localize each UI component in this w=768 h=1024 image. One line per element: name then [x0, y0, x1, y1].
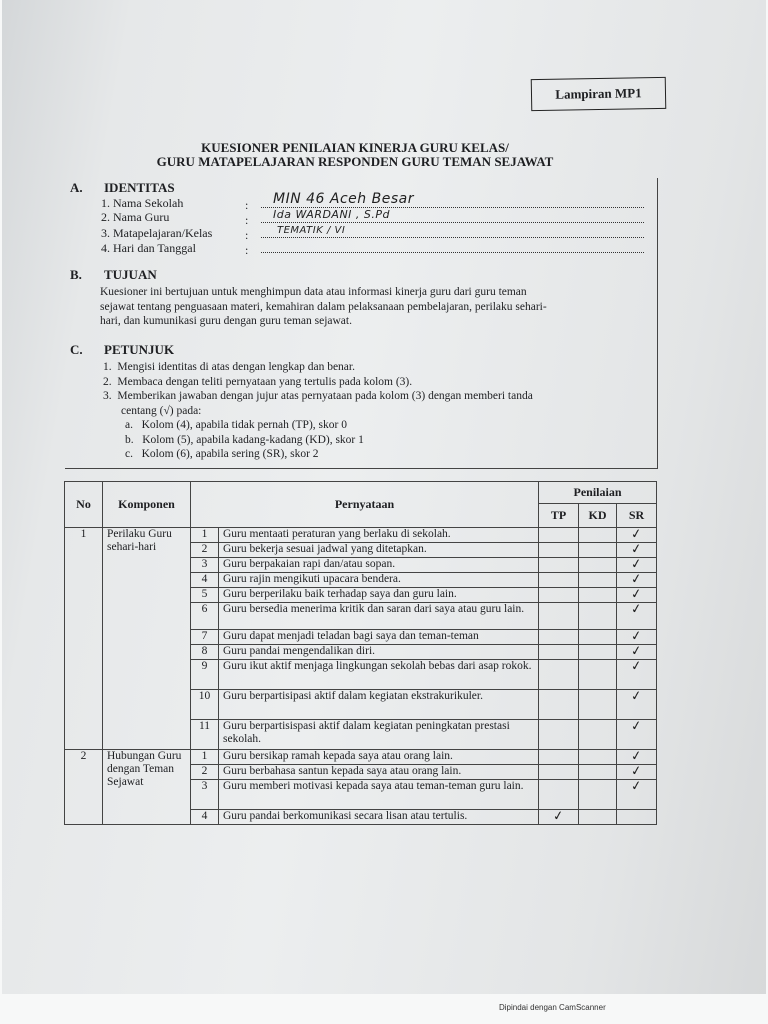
- check-mark-icon: ✓: [630, 748, 643, 765]
- statement-text: Guru bersikap ramah kepada saya atau orang lain.: [219, 750, 539, 765]
- tujuan-line: hari, dan kumunikasi guru dengan guru teman sejawat.: [100, 315, 352, 327]
- rating-cell-sr[interactable]: [617, 645, 657, 660]
- rating-cell-tp[interactable]: [539, 603, 579, 630]
- statement-number: 3: [191, 558, 219, 573]
- rating-cell-tp[interactable]: [539, 780, 579, 810]
- section-tujuan-heading: B. TUJUAN: [70, 267, 157, 282]
- statement-text: Guru bersedia menerima kritik dan saran dari saya atau guru lain.: [219, 603, 539, 630]
- statement-text: Guru pandai mengendalikan diri.: [219, 645, 539, 660]
- statement-number: 1: [191, 750, 219, 765]
- field-label-nama-sekolah: 1. Nama Sekolah: [101, 196, 184, 210]
- header-sr: SR: [617, 504, 657, 528]
- field-colon: :: [245, 198, 249, 212]
- statement-number: 9: [191, 660, 219, 690]
- field-colon: :: [245, 213, 249, 227]
- rating-cell-kd[interactable]: [579, 603, 617, 630]
- rating-cell-tp[interactable]: [539, 558, 579, 573]
- statement-text: Guru rajin mengikuti upacara bendera.: [219, 573, 539, 588]
- statement-number: 4: [191, 810, 219, 825]
- lampiran-label: Lampiran MP1: [531, 77, 667, 111]
- rating-cell-kd[interactable]: [579, 720, 617, 750]
- section-identitas-heading: A. IDENTITAS: [70, 180, 175, 195]
- header-tp: TP: [539, 504, 579, 528]
- check-mark-icon: ✓: [630, 643, 643, 660]
- statement-number: 6: [191, 603, 219, 630]
- rating-cell-tp[interactable]: [539, 750, 579, 765]
- check-mark-icon: ✓: [630, 586, 643, 603]
- check-mark-icon: ✓: [630, 601, 643, 618]
- rating-cell-kd[interactable]: [579, 630, 617, 645]
- rating-cell-sr[interactable]: [617, 630, 657, 645]
- rating-cell-tp[interactable]: [539, 588, 579, 603]
- rating-cell-sr[interactable]: [617, 588, 657, 603]
- rating-cell-sr[interactable]: [617, 603, 657, 630]
- petunjuk-sub-item: b. Kolom (5), apabila kadang-kadang (KD), skor 1: [125, 433, 364, 446]
- rating-cell-sr[interactable]: [617, 543, 657, 558]
- group-komponen: Perilaku Guru sehari-hari: [103, 528, 191, 750]
- petunjuk-item-cont: centang (√) pada:: [121, 404, 202, 417]
- statement-text: Guru berpartisipasi aktif dalam kegiatan ekstrakurikuler.: [219, 690, 539, 720]
- field-label-hari-tanggal: 4. Hari dan Tanggal: [101, 241, 196, 255]
- check-mark-icon: ✓: [630, 718, 643, 735]
- statement-text: Guru memberi motivasi kepada saya atau teman-teman guru lain.: [219, 780, 539, 810]
- statement-text: Guru berpakaian rapi dan/atau sopan.: [219, 558, 539, 573]
- statement-text: Guru mentaati peraturan yang berlaku di sekolah.: [219, 528, 539, 543]
- rating-cell-kd[interactable]: [579, 690, 617, 720]
- group-number: 1: [65, 528, 103, 750]
- tujuan-line: Kuesioner ini bertujuan untuk menghimpun data atau informasi kinerja guru dari guru teman: [100, 286, 527, 298]
- check-mark-icon: ✓: [630, 628, 643, 645]
- statement-text: Guru berbahasa santun kepada saya atau orang lain.: [219, 765, 539, 780]
- rating-cell-sr[interactable]: [617, 780, 657, 810]
- rating-cell-tp[interactable]: [539, 543, 579, 558]
- rating-cell-tp[interactable]: [539, 690, 579, 720]
- rating-cell-sr[interactable]: [617, 765, 657, 780]
- statement-text: Guru pandai berkomunikasi secara lisan atau tertulis.: [219, 810, 539, 825]
- statement-text: Guru bekerja sesuai jadwal yang ditetapkan.: [219, 543, 539, 558]
- statement-number: 2: [191, 765, 219, 780]
- rating-cell-sr[interactable]: [617, 810, 657, 825]
- header-penilaian: Penilaian: [539, 482, 657, 504]
- header-kd: KD: [579, 504, 617, 528]
- check-mark-icon: ✓: [552, 808, 565, 825]
- rating-cell-kd[interactable]: [579, 660, 617, 690]
- statement-text: Guru berperilaku baik terhadap saya dan guru lain.: [219, 588, 539, 603]
- statement-text: Guru dapat menjadi teladan bagi saya dan teman-teman: [219, 630, 539, 645]
- title-line-1: KUESIONER PENILAIAN KINERJA GURU KELAS/: [201, 140, 509, 155]
- rating-cell-kd[interactable]: [579, 780, 617, 810]
- statement-number: 2: [191, 543, 219, 558]
- rating-cell-sr[interactable]: [617, 528, 657, 543]
- petunjuk-sub-item: c. Kolom (6), apabila sering (SR), skor 2: [125, 448, 319, 460]
- table-row: [65, 528, 657, 543]
- petunjuk-item: 1. Mengisi identitas di atas dengan lengkap dan benar.: [103, 361, 355, 373]
- statement-text: Guru ikut aktif menjaga lingkungan sekolah bebas dari asap rokok.: [219, 660, 539, 690]
- rating-cell-kd[interactable]: [579, 588, 617, 603]
- header-pernyataan: Pernyataan: [191, 482, 539, 528]
- rating-cell-kd[interactable]: [579, 765, 617, 780]
- statement-number: 4: [191, 573, 219, 588]
- group-number: 2: [65, 750, 103, 825]
- rating-cell-sr[interactable]: [617, 573, 657, 588]
- field-label-matapelajaran: 3. Matapelajaran/Kelas: [101, 226, 213, 240]
- field-colon: :: [245, 228, 249, 242]
- check-mark-icon: ✓: [630, 541, 643, 558]
- title-line-2: GURU MATAPELAJARAN RESPONDEN GURU TEMAN SEJAWAT: [156, 154, 554, 169]
- field-colon: :: [245, 243, 249, 257]
- check-mark-icon: ✓: [630, 688, 643, 705]
- rating-cell-tp[interactable]: [539, 528, 579, 543]
- check-mark-icon: ✓: [630, 763, 643, 780]
- group-komponen: Hubungan Guru dengan Teman Sejawat: [103, 750, 191, 825]
- petunjuk-list: [103, 360, 533, 462]
- tujuan-line: sejawat tentang penguasaan materi, kemahiran dalam pelaksanaan pembelajaran, perilaku sehari-: [100, 300, 547, 313]
- section-petunjuk-heading: C. PETUNJUK: [70, 342, 175, 357]
- statement-number: 7: [191, 630, 219, 645]
- rating-cell-tp[interactable]: [539, 765, 579, 780]
- check-mark-icon: ✓: [630, 658, 643, 675]
- rating-cell-kd[interactable]: [579, 558, 617, 573]
- check-mark-icon: ✓: [630, 526, 643, 543]
- field-dotted-line: [261, 237, 644, 238]
- field-value-nama-sekolah: MIN 46 Aceh Besar: [273, 191, 414, 207]
- field-dotted-line: [261, 222, 644, 223]
- field-value-matapelajaran: TEMATIK / VI: [277, 225, 346, 236]
- field-label-nama-guru: 2. Nama Guru: [101, 210, 170, 224]
- rating-cell-tp[interactable]: [539, 630, 579, 645]
- statement-number: 11: [191, 720, 219, 750]
- statement-number: 10: [191, 690, 219, 720]
- header-komponen: Komponen: [103, 482, 191, 528]
- rating-cell-sr[interactable]: [617, 720, 657, 750]
- rating-cell-sr[interactable]: [617, 750, 657, 765]
- field-dotted-line: [261, 252, 644, 253]
- scanner-watermark: Dipindai dengan CamScanner: [499, 1003, 606, 1012]
- rating-cell-tp[interactable]: [539, 810, 579, 825]
- rating-cell-kd[interactable]: [579, 543, 617, 558]
- rating-cell-tp[interactable]: [539, 660, 579, 690]
- statement-text: Guru berpartisispasi aktif dalam kegiatan peningkatan prestasi sekolah.: [219, 720, 539, 750]
- rating-cell-kd[interactable]: [579, 573, 617, 588]
- petunjuk-item: 2. Membaca dengan teliti pernyataan yang tertulis pada kolom (3).: [103, 375, 413, 388]
- questionnaire-table: [64, 481, 657, 825]
- rating-cell-kd[interactable]: [579, 810, 617, 825]
- check-mark-icon: ✓: [630, 778, 643, 795]
- tujuan-text: [100, 285, 547, 329]
- petunjuk-item: 3. Memberikan jawaban dengan jujur atas pernyataan pada kolom (3) dengan memberi tanda: [103, 390, 533, 402]
- rating-cell-tp[interactable]: [539, 645, 579, 660]
- rating-cell-kd[interactable]: [579, 750, 617, 765]
- statement-number: 3: [191, 780, 219, 810]
- rating-cell-kd[interactable]: [579, 645, 617, 660]
- header-no: No: [65, 482, 103, 528]
- petunjuk-sub-item: a. Kolom (4), apabila tidak pernah (TP), skor 0: [125, 419, 347, 431]
- table-row: [65, 750, 657, 765]
- rating-cell-tp[interactable]: [539, 573, 579, 588]
- scanned-page: [2, 0, 766, 1012]
- statement-number: 5: [191, 588, 219, 603]
- rating-cell-sr[interactable]: [617, 558, 657, 573]
- statement-number: 8: [191, 645, 219, 660]
- statement-number: 1: [191, 528, 219, 543]
- rating-cell-kd[interactable]: [579, 528, 617, 543]
- check-mark-icon: ✓: [630, 556, 643, 573]
- questionnaire-body: [65, 528, 657, 825]
- rating-cell-sr[interactable]: [617, 660, 657, 690]
- rating-cell-sr[interactable]: [617, 690, 657, 720]
- rating-cell-tp[interactable]: [539, 720, 579, 750]
- check-mark-icon: ✓: [630, 571, 643, 588]
- field-value-nama-guru: Ida WARDANI , S.Pd: [273, 208, 391, 221]
